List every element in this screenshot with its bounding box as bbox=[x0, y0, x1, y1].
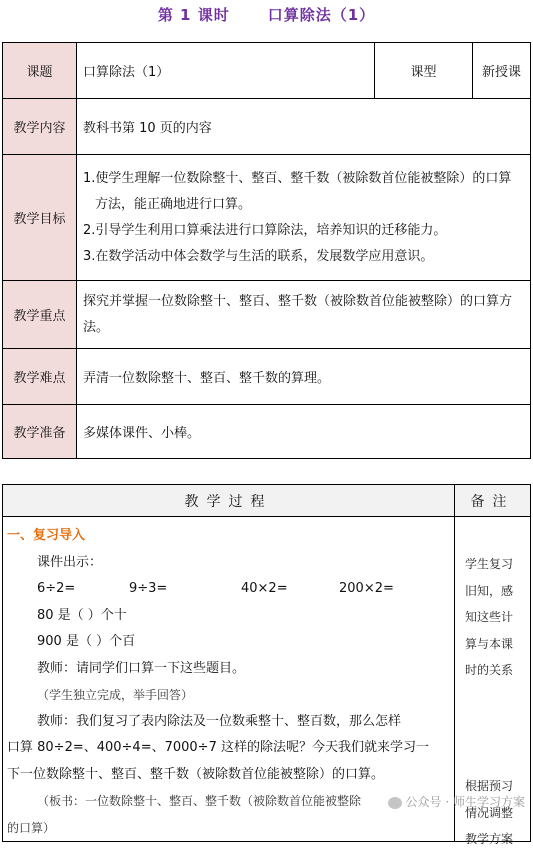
review-note bbox=[455, 517, 530, 684]
equation: 9÷3= bbox=[129, 581, 168, 596]
note-line: 情况调整 bbox=[465, 805, 514, 820]
prep-value: 多媒体课件、小棒。 bbox=[77, 405, 531, 459]
note-line: 时的关系 bbox=[465, 663, 514, 677]
type-value: 新授课 bbox=[473, 43, 531, 99]
student-note: （学生独立完成，举手回答） bbox=[37, 688, 194, 702]
equation: 6÷2= bbox=[37, 581, 76, 596]
title-topic: 口算除法（1） bbox=[267, 6, 376, 24]
note-line: 知这些计 bbox=[465, 610, 514, 624]
lesson-label: 课题 bbox=[3, 43, 77, 99]
process-table bbox=[2, 484, 531, 846]
wechat-icon bbox=[388, 797, 402, 809]
section-title: 一、复习导入 bbox=[7, 528, 86, 543]
notes-header: 备注 bbox=[455, 485, 531, 517]
watermark-text: 公众号 · 师生学习方案 bbox=[405, 795, 525, 809]
title-period: 第 1 课时 bbox=[157, 6, 230, 24]
plan-note bbox=[455, 773, 513, 853]
board-note: 的口算） bbox=[7, 820, 56, 835]
goals-list bbox=[77, 155, 531, 281]
teacher-line: 教师：请同学们口算一下这些题目。 bbox=[37, 660, 246, 676]
content-value: 教科书第 10 页的内容 bbox=[77, 99, 531, 155]
note-line: 教学方案 bbox=[465, 832, 514, 846]
content-label: 教学内容 bbox=[3, 99, 77, 155]
difficulty-value: 弄清一位数除整十、整百、整千数的算理。 bbox=[77, 349, 531, 405]
page-title bbox=[0, 4, 533, 25]
goal-item: 3.在数学活动中体会数学与生活的联系，发展数学应用意识。 bbox=[83, 248, 434, 264]
watermark bbox=[388, 793, 525, 810]
key-label: 教学重点 bbox=[3, 281, 77, 349]
difficulty-label: 教学难点 bbox=[3, 349, 77, 405]
type-label: 课型 bbox=[375, 43, 473, 99]
equation: 40×2= bbox=[241, 581, 288, 596]
goals-label: 教学目标 bbox=[3, 155, 77, 281]
equation-row bbox=[7, 576, 446, 603]
note-line: 算与本课 bbox=[465, 636, 514, 651]
teacher-line: 教师：我们复习了表内除法及一位数乘整十、整百数，那么怎样 bbox=[37, 713, 402, 729]
process-header: 教学过程 bbox=[3, 485, 455, 517]
courseware-line: 课件出示： bbox=[37, 554, 103, 570]
teacher-line: 口算 80÷2=、400÷4=、7000÷7 这样的除法呢？今天我们就来学习一 bbox=[7, 740, 429, 755]
note-line: 学生复习 bbox=[465, 557, 514, 571]
prep-label: 教学准备 bbox=[3, 405, 77, 459]
note-line: 旧知，感 bbox=[465, 583, 514, 598]
question-line: 80 是（ ）个十 bbox=[37, 607, 127, 623]
note-line: 根据预习 bbox=[465, 779, 514, 793]
teacher-line: 下一位数除整十、整百、整千数（被除数首位能被整除）的口算。 bbox=[7, 766, 385, 782]
equation: 200×2= bbox=[339, 581, 394, 596]
goal-item: 1.使学生理解一位数除整十、整百、整千数（被除数首位能被整除）的口算方法，能正确地进行口算。 bbox=[83, 170, 512, 212]
board-note: （板书：一位数除整十、整百、整千数（被除数首位能被整除 bbox=[37, 794, 362, 808]
lesson-value: 口算除法（1） bbox=[77, 43, 375, 99]
question-line: 900 是（ ）个百 bbox=[37, 634, 136, 649]
goal-item: 2.引导学生利用口算乘法进行口算除法，培养知识的迁移能力。 bbox=[83, 222, 447, 238]
key-value: 探究并掌握一位数除整十、整百、整千数（被除数首位能被整除）的口算方法。 bbox=[77, 281, 531, 349]
lesson-info-table bbox=[2, 42, 531, 459]
